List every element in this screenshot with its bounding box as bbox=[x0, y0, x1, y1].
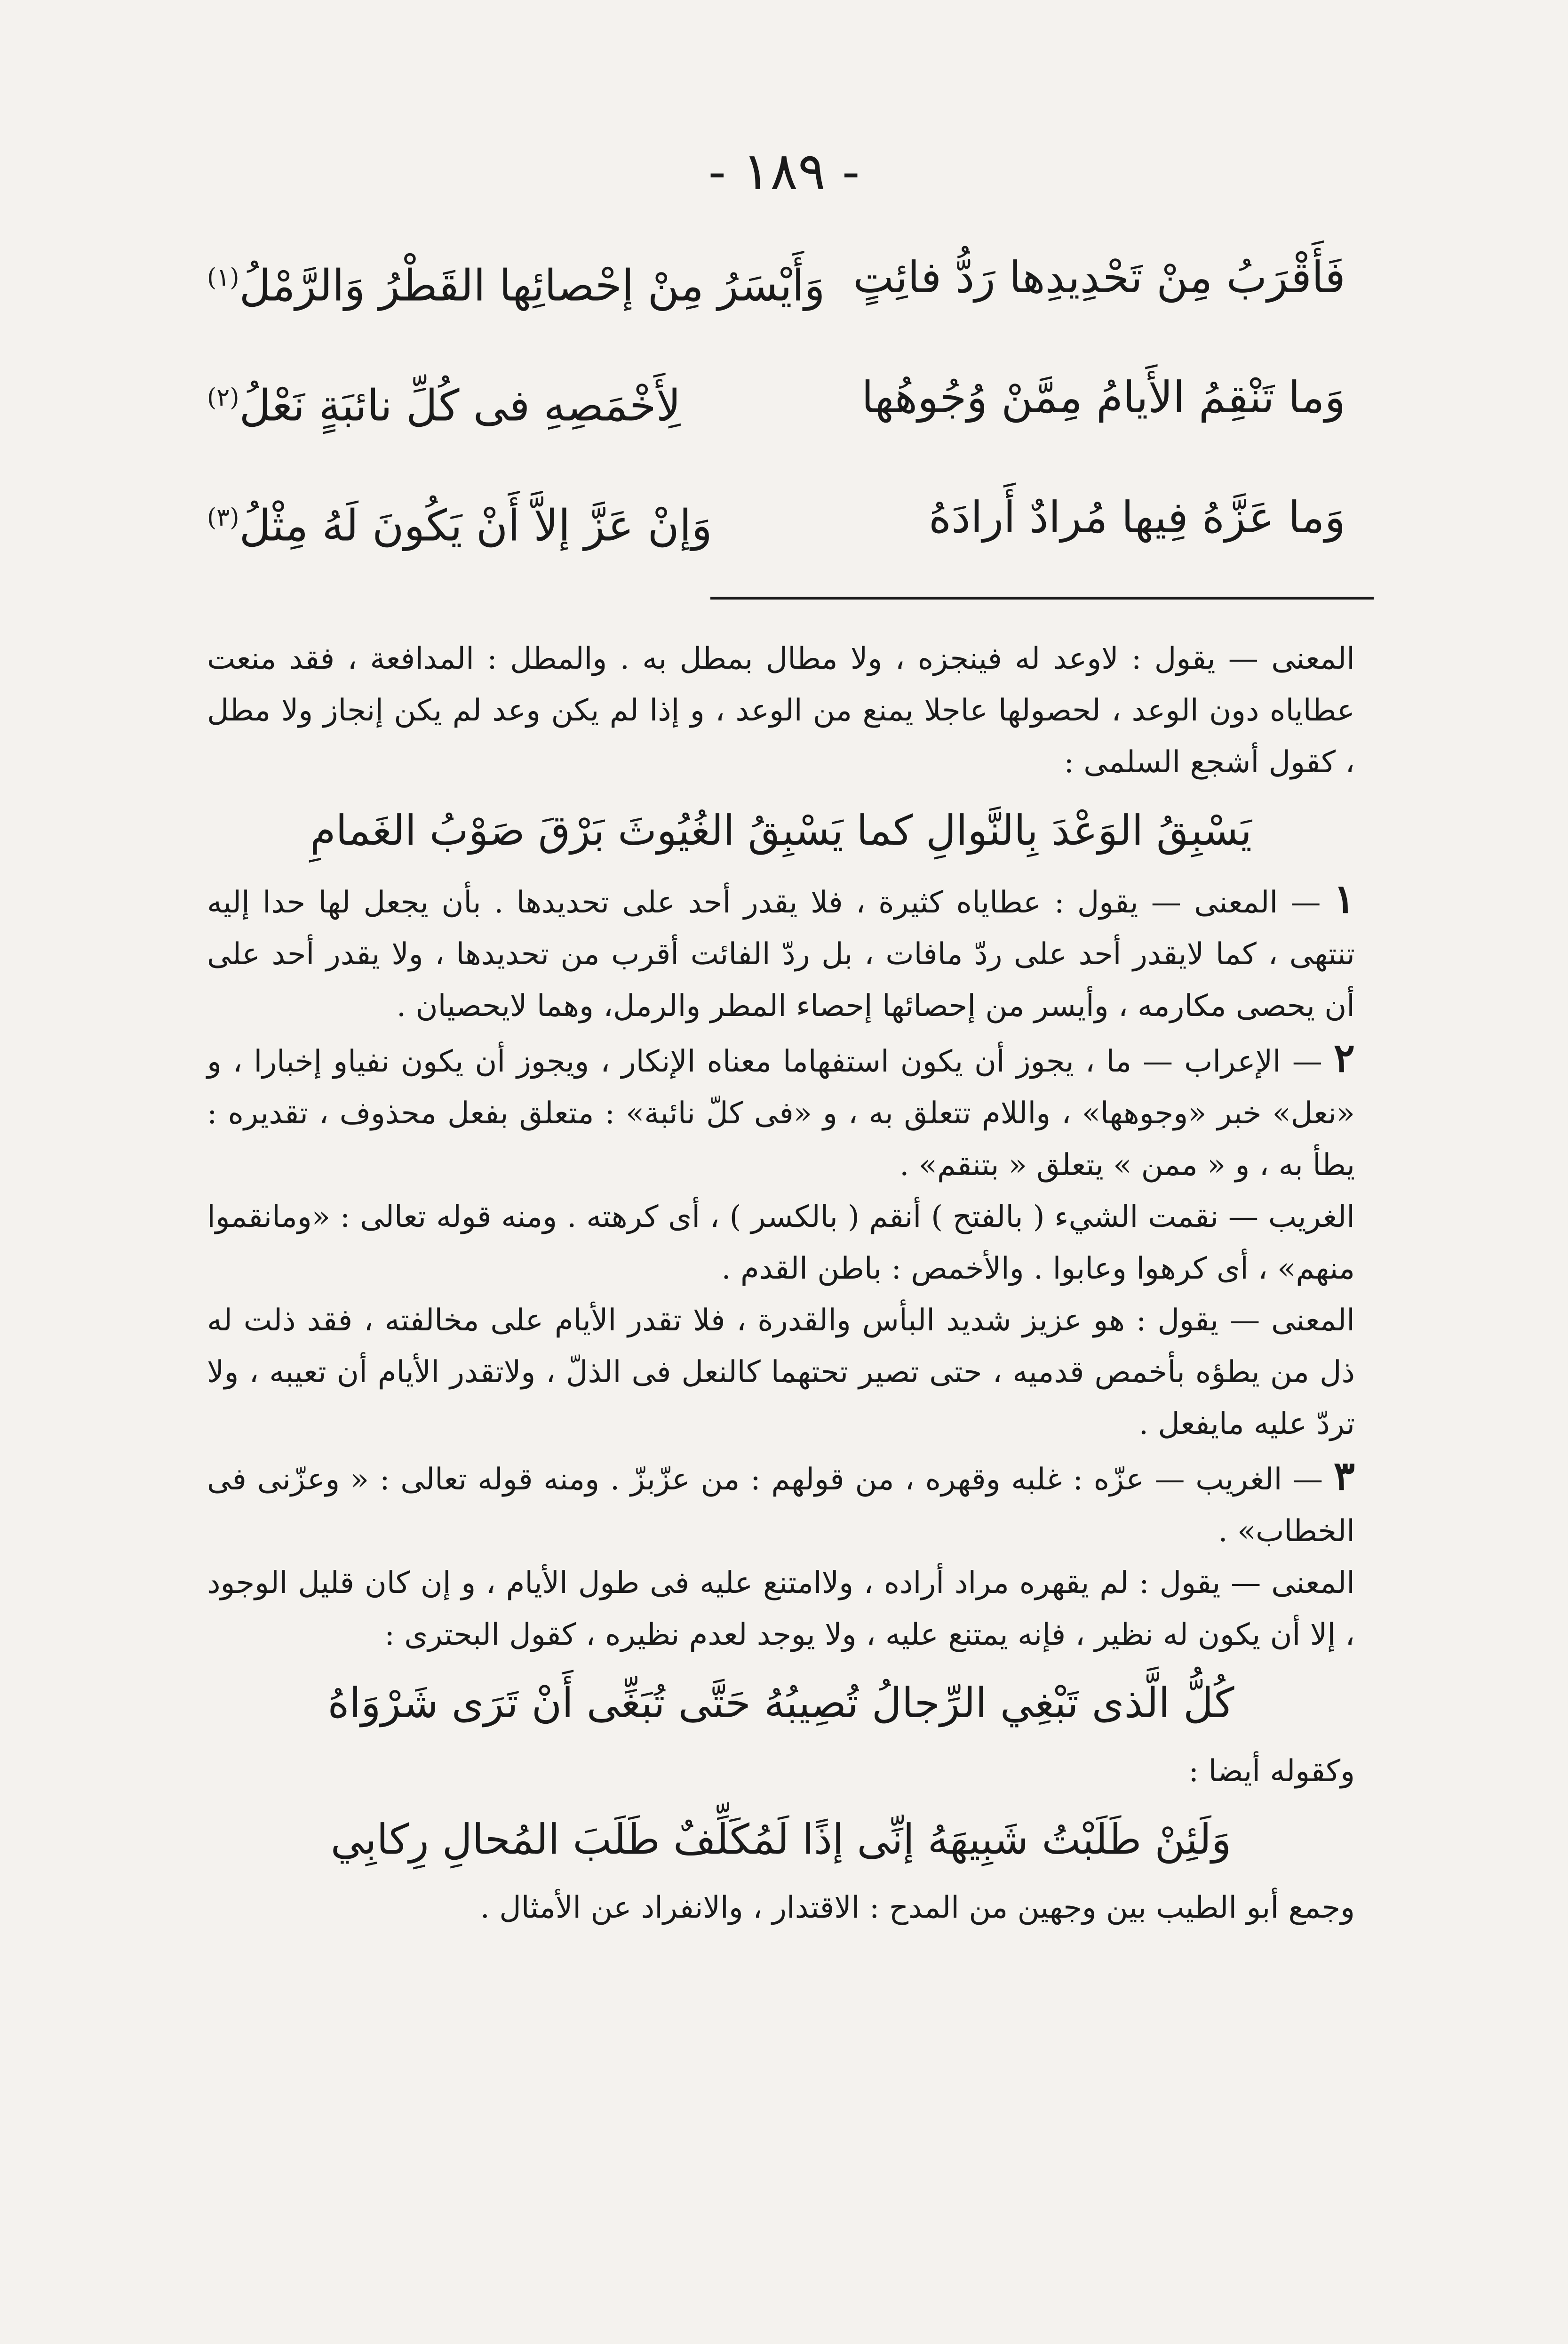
quoted-verse-buhturi: كُلُّ الَّذى تَبْغِي الرِّجالُ تُصِيبُهُ حَتَّى تُبَغِّى أَنْ تَرَى شَرْوَاهُ bbox=[327, 1679, 1234, 1727]
note-2-irab bbox=[207, 1032, 1355, 1191]
verse-3-first-hemistich: وَما عَزَّهُ فِيها مُرادٌ أَرادَهُ bbox=[928, 492, 1345, 543]
quoted-verse-ashja: يَسْبِقُ الوَعْدَ بِالنَّوالِ كما يَسْبِقُ الغُيُوثَ بَرْقَ صَوْبُ الغَمامِ bbox=[310, 806, 1252, 855]
verse-2 bbox=[207, 355, 1345, 440]
verse-3-second-text: وَإنْ عَزَّ إلاَّ أَنْ يَكُونَ لَهُ مِثْلُ bbox=[239, 500, 712, 551]
verse-2-second-hemistich bbox=[207, 355, 681, 448]
note-3-gharib bbox=[207, 1450, 1355, 1557]
note-1-number: ١ bbox=[1333, 875, 1355, 922]
verse-1-first-hemistich: فَأَقْرَبُ مِنْ تَحْدِيدِها رَدُّ فائِتٍ bbox=[853, 252, 1345, 303]
separator-rule bbox=[710, 597, 1374, 600]
verse-3-footnote-marker: (٣) bbox=[207, 504, 239, 532]
verse-3-second-hemistich bbox=[207, 475, 712, 568]
verse-2-second-text: لِأَخْمَصِهِ فى كُلِّ نائبَةٍ نَعْلُ bbox=[239, 380, 681, 431]
commentary-intro: المعنى — يقول : لاوعد له فينجزه ، ولا مطال بمطل به . والمطل : المدافعة ، فقد منعت عطاياه دون الوعد ، لحصولها عاجلا يمنع من الوعد ، و إذا لم يكن وعد لم يكن إنجاز ولا مطل ، كقول أشجع السلمى : bbox=[207, 641, 1355, 780]
final-remark: وجمع أبو الطيب بين وجهين من المدح : الاقتدار ، والانفراد عن الأمثال . bbox=[480, 1890, 1355, 1925]
note-3-number: ٣ bbox=[1333, 1452, 1355, 1499]
note-2-text: — الإعراب — ما ، يجوز أن يكون استفهاما معناه الإنكار ، ويجوز أن يكون نفياو إخبارا ، و «نعل» خبر «وجوهها» ، واللام تتعلق به ، و «فى كلّ نائبة» : متعلق بفعل محذوف ، تقديره : يطأ به ، و « ممن » يتعلق « بتنقم» . bbox=[207, 1044, 1355, 1183]
note-3-text: — الغريب — عزّه : غلبه وقهره ، من قولهم : من عزّبزّ . ومنه قوله تعالى : « وعزّنى فى الخطاب» . bbox=[207, 1462, 1355, 1549]
verse-1-footnote-marker: (١) bbox=[207, 264, 239, 292]
verse-1-second-hemistich bbox=[207, 235, 825, 328]
verse-2-footnote-marker: (٢) bbox=[207, 384, 239, 412]
note-2-meaning: المعنى — يقول : هو عزيز شديد البأس والقدرة ، فلا تقدر الأيام على مخالفته ، فقد ذلت له ذل من يطؤه بأخمص قدميه ، حتى تصير تحتهما كالنعل فى الذلّ ، ولاتقدر الأيام أن تعيبه ، ولا تردّ عليه مايفعل . bbox=[207, 1303, 1355, 1441]
note-2-number: ٢ bbox=[1333, 1034, 1355, 1081]
quoted-verse-buhturi-2: وَلَئِنْ طَلَبْتُ شَبِيهَهُ إنِّى إذًا لَمُكَلِّفٌ طَلَبَ المُحالِ رِكابِي bbox=[330, 1815, 1232, 1864]
note-1 bbox=[207, 873, 1355, 1032]
commentary bbox=[207, 633, 1355, 1934]
verse-3 bbox=[207, 475, 1345, 560]
verse-2-first-hemistich: وَما تَنْقِمُ الأَيامُ مِمَّنْ وُجُوهُها bbox=[861, 372, 1345, 423]
verse-1-second-text: وَأَيْسَرُ مِنْ إحْصائِها القَطْرُ وَالرَّمْلُ bbox=[239, 260, 825, 311]
page-number: - ١٨٩ - bbox=[708, 141, 860, 201]
note-3-meaning: المعنى — يقول : لم يقهره مراد أراده ، ولاامتنع عليه فى طول الأيام ، و إن كان قليل الوجود ، إلا أن يكون له نظير ، فإنه يمتنع عليه ، ولا يوجد لعدم نظيره ، كقول البحترى : bbox=[207, 1566, 1355, 1652]
note-1-text: — المعنى — يقول : عطاياه كثيرة ، فلا يقدر أحد على تحديدها . بأن يجعل لها حدا إليه تنتهى ، كما لايقدر أحد على ردّ مافات ، بل ردّ الفائت أقرب من تحديدها ، ولا يقدر أحد على أن يحصى مكارمه ، وأيسر من إحصائها إحصاء المطر والرمل، وهما لايحصيان . bbox=[207, 885, 1355, 1024]
note-2-gharib: الغريب — نقمت الشيء ( بالفتح ) أنقم ( بالكسر ) ، أى كرهته . ومنه قوله تعالى : «ومانقموا منهم» ، أى كرهوا وعابوا . والأخمص : باطن القدم . bbox=[207, 1200, 1355, 1286]
also-label: وكقوله أيضا : bbox=[1188, 1754, 1355, 1789]
verse-1 bbox=[207, 235, 1345, 320]
